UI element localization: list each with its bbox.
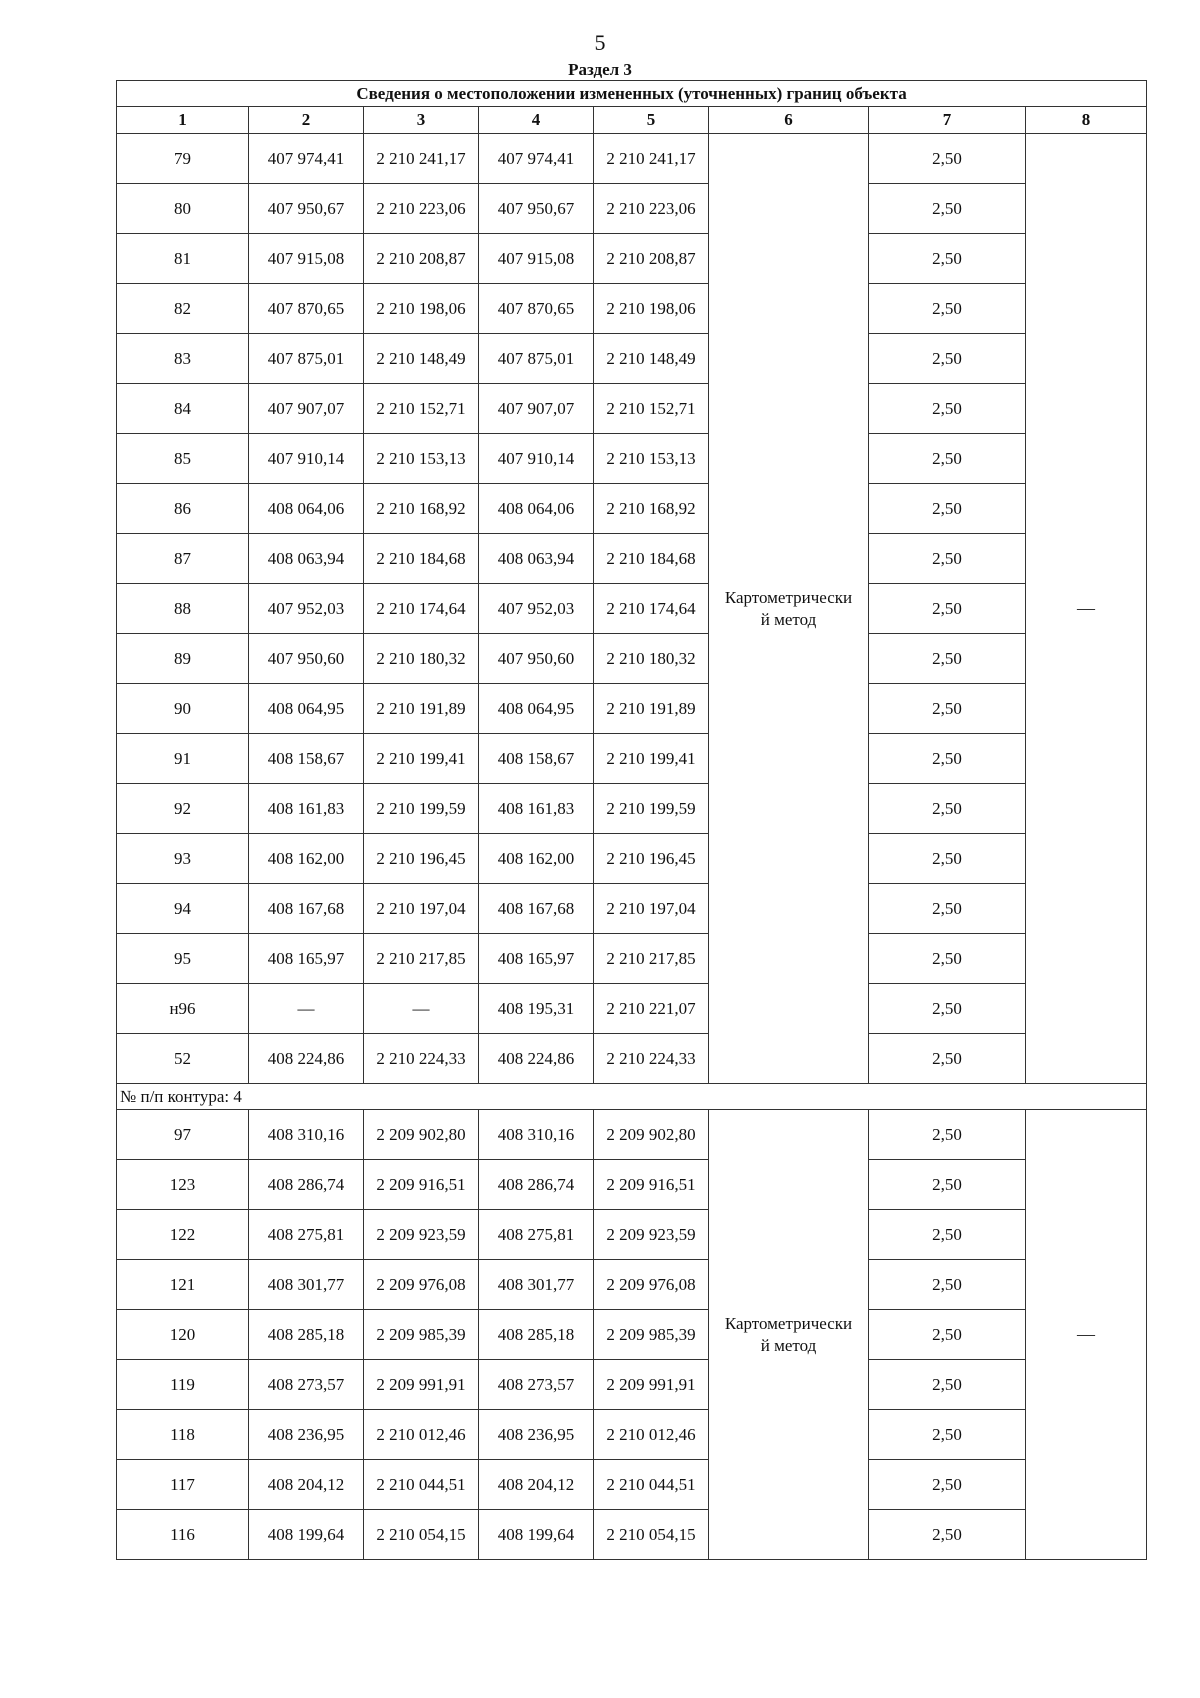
method-cell [709, 134, 869, 1084]
refined-y: 2 210 191,89 [594, 684, 709, 734]
table-row [117, 184, 1147, 234]
method-text-line1: Картометрически [724, 1313, 853, 1333]
existing-x: 408 199,64 [249, 1510, 364, 1560]
refined-y: 2 209 902,80 [594, 1110, 709, 1160]
existing-y: 2 209 985,39 [364, 1310, 479, 1360]
accuracy-value: 2,50 [869, 1310, 1026, 1360]
existing-y: 2 210 223,06 [364, 184, 479, 234]
accuracy-value: 2,50 [869, 534, 1026, 584]
point-number: 92 [117, 784, 249, 834]
column-numbers-row [117, 107, 1147, 134]
accuracy-value: 2,50 [869, 634, 1026, 684]
existing-y: 2 210 217,85 [364, 934, 479, 984]
refined-x: 408 167,68 [479, 884, 594, 934]
refined-x: 408 064,95 [479, 684, 594, 734]
existing-y: 2 209 976,08 [364, 1260, 479, 1310]
existing-y: 2 210 224,33 [364, 1034, 479, 1084]
existing-x: 408 204,12 [249, 1460, 364, 1510]
accuracy-value: 2,50 [869, 1360, 1026, 1410]
refined-y: 2 210 198,06 [594, 284, 709, 334]
refined-x: 407 952,03 [479, 584, 594, 634]
table-row [117, 284, 1147, 334]
refined-y: 2 210 153,13 [594, 434, 709, 484]
existing-y: 2 210 191,89 [364, 684, 479, 734]
refined-y: 2 210 180,32 [594, 634, 709, 684]
method-text-line2: й метод [760, 609, 817, 629]
accuracy-value: 2,50 [869, 834, 1026, 884]
refined-y: 2 210 199,59 [594, 784, 709, 834]
accuracy-value: 2,50 [869, 184, 1026, 234]
accuracy-value: 2,50 [869, 434, 1026, 484]
accuracy-value: 2,50 [869, 1160, 1026, 1210]
existing-y: — [364, 984, 479, 1034]
table-row [117, 134, 1147, 184]
point-number: 116 [117, 1510, 249, 1560]
existing-y: 2 210 054,15 [364, 1510, 479, 1560]
point-number: 84 [117, 384, 249, 434]
method-text-line1: Картометрически [724, 587, 853, 607]
refined-x: 408 286,74 [479, 1160, 594, 1210]
table-row [117, 234, 1147, 284]
table-row [117, 1210, 1147, 1260]
point-number: 85 [117, 434, 249, 484]
table-row [117, 1110, 1147, 1160]
refined-x: 408 199,64 [479, 1510, 594, 1560]
existing-x: 407 910,14 [249, 434, 364, 484]
table-row [117, 884, 1147, 934]
refined-y: 2 209 985,39 [594, 1310, 709, 1360]
refined-y: 2 210 184,68 [594, 534, 709, 584]
point-number: 89 [117, 634, 249, 684]
refined-x: 407 870,65 [479, 284, 594, 334]
table-row [117, 1034, 1147, 1084]
refined-x: 407 950,60 [479, 634, 594, 684]
existing-x: 407 974,41 [249, 134, 364, 184]
existing-y: 2 210 012,46 [364, 1410, 479, 1460]
existing-x: 407 950,67 [249, 184, 364, 234]
accuracy-value: 2,50 [869, 584, 1026, 634]
method-cell [709, 1110, 869, 1560]
refined-y: 2 210 199,41 [594, 734, 709, 784]
refined-x: 408 158,67 [479, 734, 594, 784]
table-row [117, 334, 1147, 384]
table-row [117, 1460, 1147, 1510]
table-row [117, 484, 1147, 534]
refined-y: 2 210 217,85 [594, 934, 709, 984]
page-number: 5 [594, 30, 606, 55]
accuracy-value: 2,50 [869, 934, 1026, 984]
existing-y: 2 209 991,91 [364, 1360, 479, 1410]
point-number: 81 [117, 234, 249, 284]
existing-y: 2 210 148,49 [364, 334, 479, 384]
refined-y: 2 210 148,49 [594, 334, 709, 384]
existing-x: 408 161,83 [249, 784, 364, 834]
existing-y: 2 209 923,59 [364, 1210, 479, 1260]
column-number: 1 [117, 107, 249, 134]
existing-y: 2 210 199,59 [364, 784, 479, 834]
refined-y: 2 210 174,64 [594, 584, 709, 634]
existing-x: 408 273,57 [249, 1360, 364, 1410]
existing-x: 407 952,03 [249, 584, 364, 634]
point-number: 87 [117, 534, 249, 584]
point-number: 90 [117, 684, 249, 734]
point-number: 91 [117, 734, 249, 784]
refined-x: 408 064,06 [479, 484, 594, 534]
point-number: н96 [117, 984, 249, 1034]
column-number: 5 [594, 107, 709, 134]
existing-x: 408 224,86 [249, 1034, 364, 1084]
existing-x: 408 162,00 [249, 834, 364, 884]
table-row [117, 1160, 1147, 1210]
existing-x: 408 275,81 [249, 1210, 364, 1260]
refined-y: 2 210 241,17 [594, 134, 709, 184]
accuracy-value: 2,50 [869, 684, 1026, 734]
refined-x: 407 875,01 [479, 334, 594, 384]
point-number: 118 [117, 1410, 249, 1460]
existing-y: 2 210 208,87 [364, 234, 479, 284]
table-row [117, 634, 1147, 684]
existing-y: 2 210 153,13 [364, 434, 479, 484]
point-number: 80 [117, 184, 249, 234]
column-number: 7 [869, 107, 1026, 134]
existing-x: 408 064,95 [249, 684, 364, 734]
refined-y: 2 209 976,08 [594, 1260, 709, 1310]
column-number: 6 [709, 107, 869, 134]
existing-y: 2 210 044,51 [364, 1460, 479, 1510]
refined-y: 2 210 044,51 [594, 1460, 709, 1510]
point-number: 88 [117, 584, 249, 634]
refined-y: 2 209 923,59 [594, 1210, 709, 1260]
table-row [117, 984, 1147, 1034]
refined-x: 408 195,31 [479, 984, 594, 1034]
point-number: 82 [117, 284, 249, 334]
existing-y: 2 210 196,45 [364, 834, 479, 884]
refined-x: 408 273,57 [479, 1360, 594, 1410]
accuracy-value: 2,50 [869, 234, 1026, 284]
accuracy-value: 2,50 [869, 1110, 1026, 1160]
accuracy-value: 2,50 [869, 1410, 1026, 1460]
point-number: 122 [117, 1210, 249, 1260]
column-number: 3 [364, 107, 479, 134]
existing-x: 408 063,94 [249, 534, 364, 584]
refined-y: 2 210 224,33 [594, 1034, 709, 1084]
refined-x: 408 236,95 [479, 1410, 594, 1460]
existing-y: 2 210 197,04 [364, 884, 479, 934]
existing-y: 2 209 902,80 [364, 1110, 479, 1160]
refined-x: 408 165,97 [479, 934, 594, 984]
existing-x: 407 950,60 [249, 634, 364, 684]
existing-x: 408 286,74 [249, 1160, 364, 1210]
accuracy-value: 2,50 [869, 484, 1026, 534]
accuracy-value: 2,50 [869, 1510, 1026, 1560]
existing-y: 2 209 916,51 [364, 1160, 479, 1210]
existing-y: 2 210 184,68 [364, 534, 479, 584]
refined-y: 2 210 168,92 [594, 484, 709, 534]
accuracy-value: 2,50 [869, 1210, 1026, 1260]
existing-x: 408 236,95 [249, 1410, 364, 1460]
existing-y: 2 210 198,06 [364, 284, 479, 334]
refined-x: 407 915,08 [479, 234, 594, 284]
point-number: 83 [117, 334, 249, 384]
refined-y: 2 209 916,51 [594, 1160, 709, 1210]
point-number: 121 [117, 1260, 249, 1310]
refined-x: 408 161,83 [479, 784, 594, 834]
refined-y: 2 210 221,07 [594, 984, 709, 1034]
refined-x: 408 224,86 [479, 1034, 594, 1084]
point-number: 123 [117, 1160, 249, 1210]
point-number: 52 [117, 1034, 249, 1084]
section-title: Раздел 3 [568, 60, 632, 79]
refined-x: 408 162,00 [479, 834, 594, 884]
existing-y: 2 210 152,71 [364, 384, 479, 434]
table-caption: Сведения о местоположении измененных (уточненных) границ объекта [117, 81, 1147, 107]
refined-x: 408 310,16 [479, 1110, 594, 1160]
existing-x: 407 875,01 [249, 334, 364, 384]
refined-y: 2 209 991,91 [594, 1360, 709, 1410]
refined-y: 2 210 223,06 [594, 184, 709, 234]
accuracy-value: 2,50 [869, 884, 1026, 934]
method-text-line2: й метод [760, 1335, 817, 1355]
refined-y: 2 210 196,45 [594, 834, 709, 884]
existing-x: 407 915,08 [249, 234, 364, 284]
column-number: 8 [1026, 107, 1147, 134]
column-number: 2 [249, 107, 364, 134]
table-row [117, 1310, 1147, 1360]
point-number: 79 [117, 134, 249, 184]
accuracy-value: 2,50 [869, 984, 1026, 1034]
refined-y: 2 210 012,46 [594, 1410, 709, 1460]
table-row [117, 1410, 1147, 1460]
existing-y: 2 210 168,92 [364, 484, 479, 534]
accuracy-value: 2,50 [869, 1034, 1026, 1084]
table-row [117, 534, 1147, 584]
existing-y: 2 210 174,64 [364, 584, 479, 634]
contour-label: № п/п контура: 4 [117, 1084, 1147, 1110]
boundary-coordinates-table [116, 80, 1147, 1560]
point-number: 86 [117, 484, 249, 534]
refined-x: 407 910,14 [479, 434, 594, 484]
point-number: 117 [117, 1460, 249, 1510]
accuracy-value: 2,50 [869, 1260, 1026, 1310]
table-row [117, 734, 1147, 784]
table-row [117, 1360, 1147, 1410]
existing-x: 408 158,67 [249, 734, 364, 784]
refined-x: 407 950,67 [479, 184, 594, 234]
point-number: 119 [117, 1360, 249, 1410]
note-cell: — [1026, 134, 1147, 1084]
accuracy-value: 2,50 [869, 1460, 1026, 1510]
refined-x: 407 974,41 [479, 134, 594, 184]
accuracy-value: 2,50 [869, 284, 1026, 334]
existing-y: 2 210 199,41 [364, 734, 479, 784]
existing-x: — [249, 984, 364, 1034]
existing-x: 408 165,97 [249, 934, 364, 984]
table-caption-row [117, 81, 1147, 107]
table-row [117, 684, 1147, 734]
table-row [117, 934, 1147, 984]
table-row [117, 834, 1147, 884]
refined-y: 2 210 197,04 [594, 884, 709, 934]
table-row [117, 584, 1147, 634]
accuracy-value: 2,50 [869, 134, 1026, 184]
table-row [117, 784, 1147, 834]
refined-x: 408 063,94 [479, 534, 594, 584]
accuracy-value: 2,50 [869, 734, 1026, 784]
refined-x: 408 204,12 [479, 1460, 594, 1510]
point-number: 97 [117, 1110, 249, 1160]
note-cell: — [1026, 1110, 1147, 1560]
point-number: 94 [117, 884, 249, 934]
refined-x: 408 275,81 [479, 1210, 594, 1260]
refined-y: 2 210 054,15 [594, 1510, 709, 1560]
point-number: 120 [117, 1310, 249, 1360]
point-number: 93 [117, 834, 249, 884]
refined-y: 2 210 208,87 [594, 234, 709, 284]
table-row [117, 384, 1147, 434]
accuracy-value: 2,50 [869, 384, 1026, 434]
existing-y: 2 210 241,17 [364, 134, 479, 184]
point-number: 95 [117, 934, 249, 984]
existing-x: 408 285,18 [249, 1310, 364, 1360]
accuracy-value: 2,50 [869, 334, 1026, 384]
existing-x: 408 167,68 [249, 884, 364, 934]
refined-x: 407 907,07 [479, 384, 594, 434]
existing-x: 407 907,07 [249, 384, 364, 434]
existing-y: 2 210 180,32 [364, 634, 479, 684]
existing-x: 408 310,16 [249, 1110, 364, 1160]
table-row [117, 1510, 1147, 1560]
refined-y: 2 210 152,71 [594, 384, 709, 434]
existing-x: 408 301,77 [249, 1260, 364, 1310]
table-row [117, 1260, 1147, 1310]
column-number: 4 [479, 107, 594, 134]
existing-x: 408 064,06 [249, 484, 364, 534]
contour-row [117, 1084, 1147, 1110]
refined-x: 408 285,18 [479, 1310, 594, 1360]
accuracy-value: 2,50 [869, 784, 1026, 834]
existing-x: 407 870,65 [249, 284, 364, 334]
refined-x: 408 301,77 [479, 1260, 594, 1310]
table-row [117, 434, 1147, 484]
